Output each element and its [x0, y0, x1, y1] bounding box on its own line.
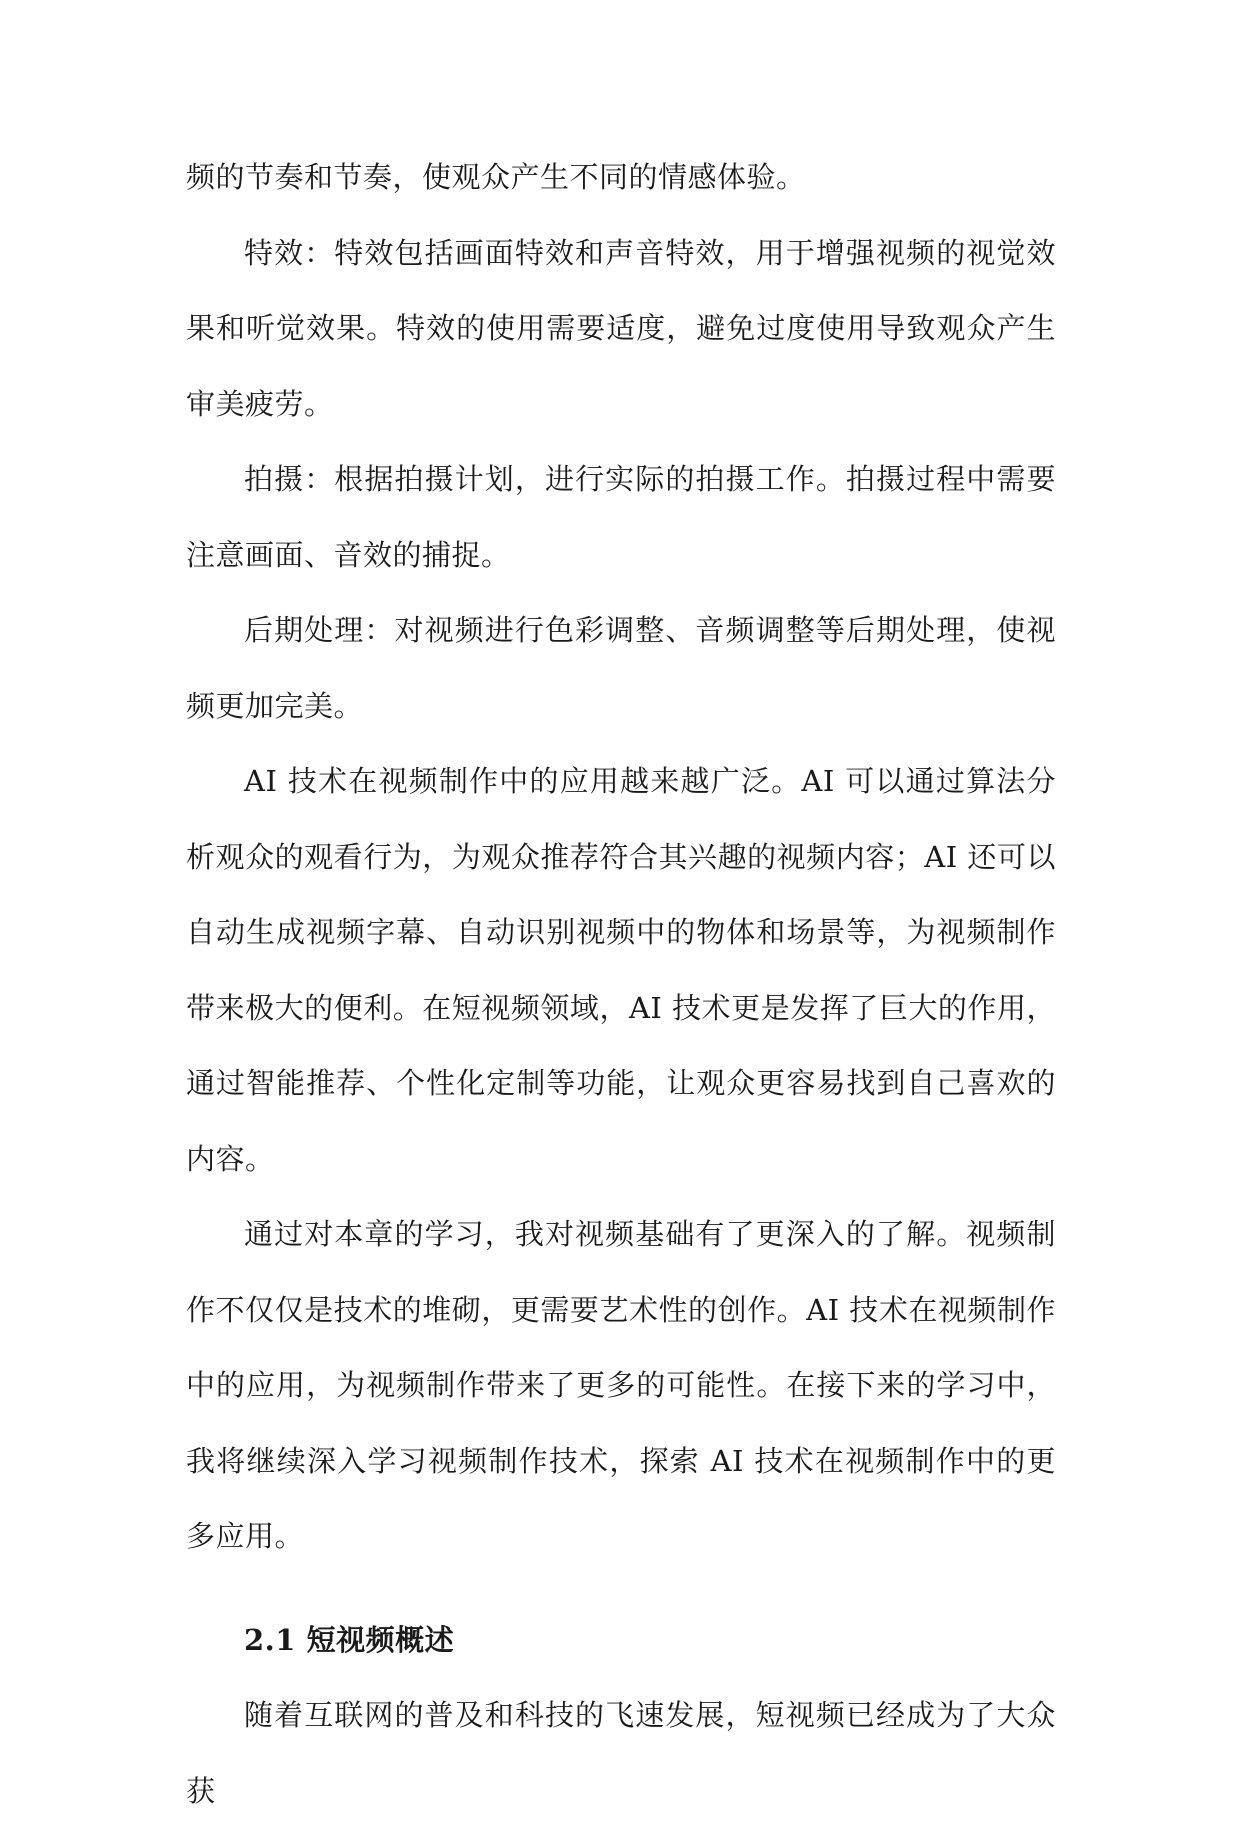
- paragraph-effects: 特效：特效包括画面特效和声音特效，用于增强视频的视觉效果和听觉效果。特效的使用需要适度，避免过度使用导致观众产生审美疲劳。: [186, 235, 1056, 421]
- paragraph-short-video-intro: 随着互联网的普及和科技的飞速发展，短视频已经成为了大众获: [186, 1698, 1056, 1808]
- section-heading: [186, 1603, 1056, 1679]
- paragraph-ai-applications: AI 技术在视频制作中的应用越来越广泛。AI 可以通过算法分析观众的观看行为，为观众推荐符合其兴趣的视频内容；AI 还可以自动生成视频字幕、自动识别视频中的物体和场景等，为视频制作带来极大的便利。在短视频领域，AI 技术更是发挥了巨大的作用，通过智能推荐、个性化定制等功能，让观众更容易找到自己喜欢的内容。: [186, 764, 1056, 1176]
- document-page: [186, 140, 1056, 1829]
- paragraph-chapter-summary: 通过对本章的学习，我对视频基础有了更深入的了解。视频制作不仅仅是技术的堆砌，更需要艺术性的创作。AI 技术在视频制作中的应用，为视频制作带来了更多的可能性。在接下来的学习中，我将继续深入学习视频制作技术，探索 AI 技术在视频制作中的更多应用。: [186, 1217, 1056, 1553]
- section-title: 短视频概述: [306, 1622, 455, 1657]
- section-number: 2.1: [244, 1622, 296, 1657]
- paragraph-post-processing: 后期处理：对视频进行色彩调整、音频调整等后期处理，使视频更加完美。: [186, 613, 1056, 723]
- paragraph-continuation: 频的节奏和节奏，使观众产生不同的情感体验。: [186, 160, 806, 194]
- paragraph-shooting: 拍摄：根据拍摄计划，进行实际的拍摄工作。拍摄过程中需要注意画面、音效的捕捉。: [186, 462, 1056, 572]
